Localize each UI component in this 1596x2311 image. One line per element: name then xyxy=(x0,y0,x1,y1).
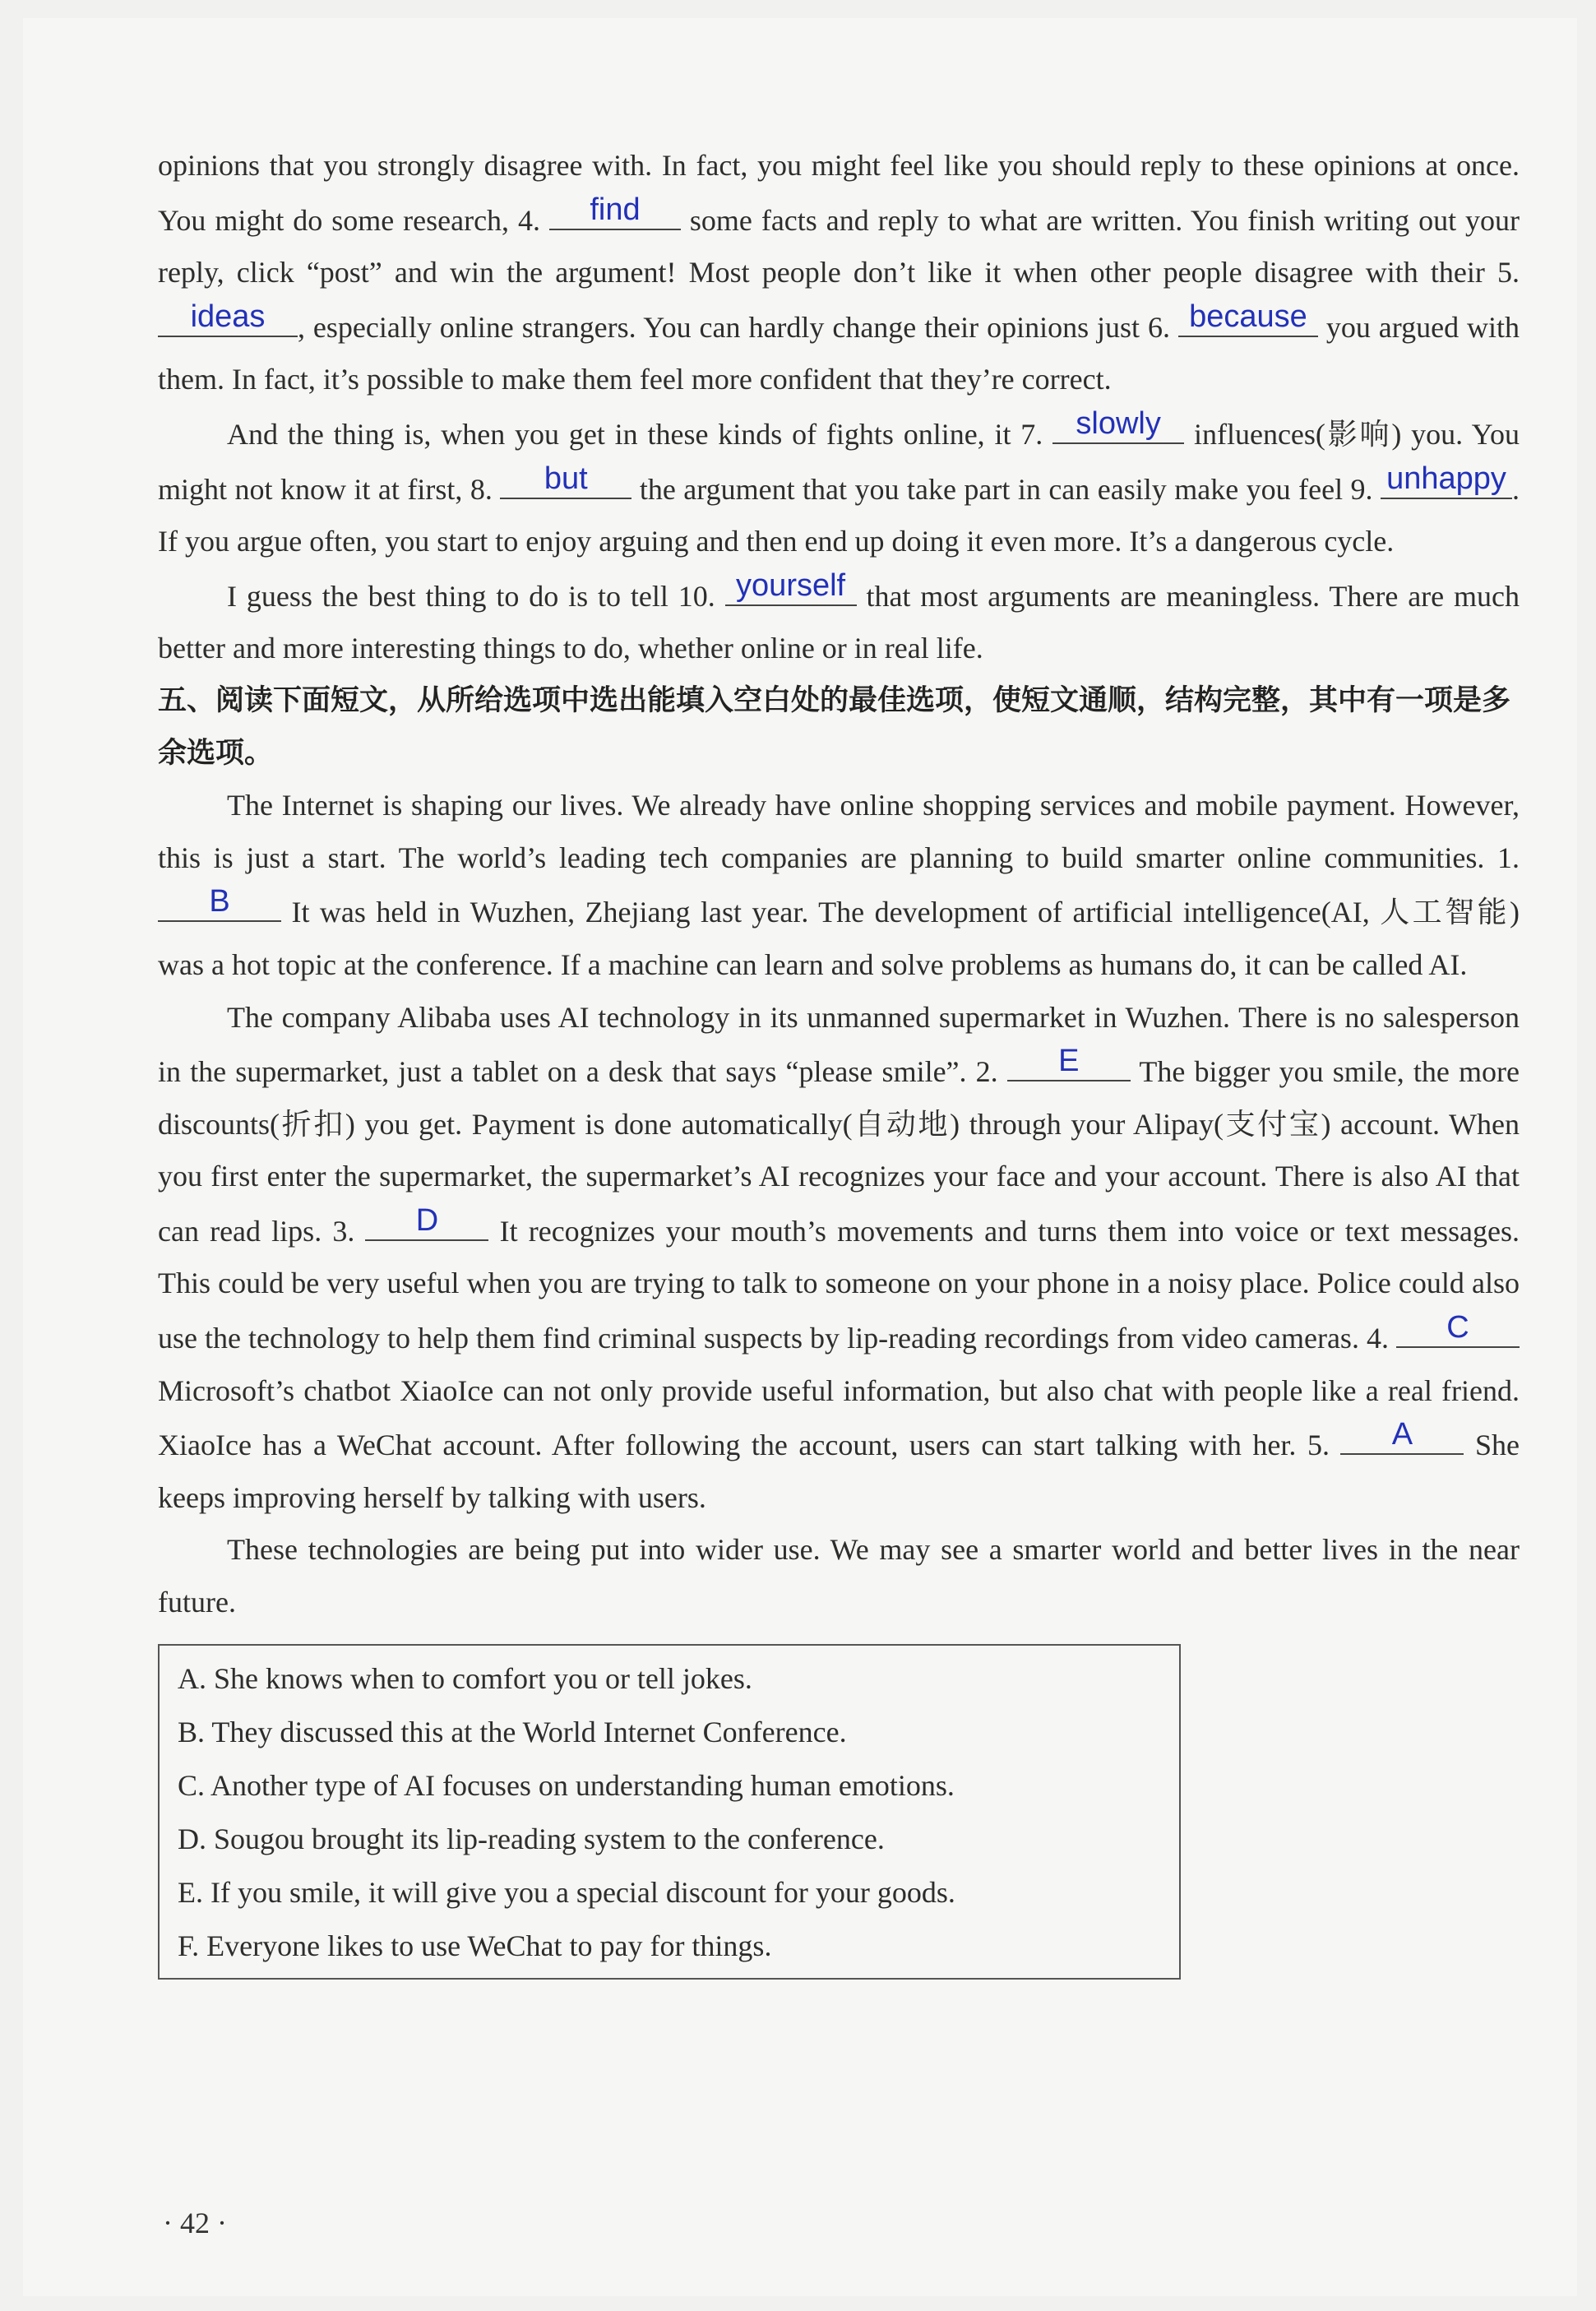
passage2-paragraph-1 xyxy=(158,780,1520,991)
option-b: B. They discussed this at the World Internet Conference. xyxy=(178,1715,847,1748)
text: influences(影响) you. You might not know it at first, 8. xyxy=(158,417,1520,506)
answer-10: yourself xyxy=(736,567,846,603)
text: It was held in Wuzhen, Zhejiang last year. The development of artificial intelligence(AI, 人工智能) was a hot topic at the conference. If a machine can learn and solve problems as humans do, it can be called AI. xyxy=(158,896,1520,981)
option-c: C. Another type of AI focuses on understanding human emotions. xyxy=(178,1768,955,1802)
option-f: F. Everyone likes to use WeChat to pay for things. xyxy=(178,1929,772,1962)
passage1-paragraph-3 xyxy=(158,568,1520,675)
answer-5b: A xyxy=(1391,1417,1413,1452)
answer-2: E xyxy=(1058,1044,1080,1079)
answer-4b: C xyxy=(1446,1310,1469,1345)
answer-7: slowly xyxy=(1076,405,1161,441)
answer-4: find xyxy=(590,192,641,227)
answer-5: ideas xyxy=(190,299,266,334)
text: you argued with them. In fact, it’s possible to make them feel more confident that they’re correct. xyxy=(158,310,1520,396)
option-e: E. If you smile, it will give you a special discount for your goods. xyxy=(178,1875,955,1909)
text: Microsoft’s chatbot XiaoIce can not only provide useful information, but also chat with people like a real friend. XiaoIce has a WeChat account. After following the account, users can start talking with her. 5. xyxy=(158,1373,1520,1462)
text: The bigger you smile, the more discounts(折扣) you get. Payment is done automatically(自动地) through your Alipay(支付宝) account. When you first enter the supermarket, the supermarket’s AI recognizes your face and your account. There is also AI that can read lips. 3. xyxy=(158,1055,1520,1248)
answer-blank-4 xyxy=(549,192,681,230)
answer-9: unhappy xyxy=(1386,461,1506,496)
answer-blank-8 xyxy=(500,461,631,499)
option-d: D. Sougou brought its lip-reading system to the conference. xyxy=(178,1822,885,1855)
answer-1: B xyxy=(209,884,230,919)
text: . If you argue often, you start to enjoy arguing and then end up doing it even more. It’s a dangerous cycle. xyxy=(158,472,1520,558)
text: some facts and reply to what are written. You finish writing out your reply, click “post” and win the argument! Most people don’t like it when other people disagree with their 5. xyxy=(158,203,1520,289)
answer-blank-3 xyxy=(365,1203,488,1241)
text: opinions that you strongly disagree with. In fact, you might feel like you should reply to these opinions at once. You might do some research, 4. xyxy=(158,149,1520,237)
passage1-paragraph-1 xyxy=(158,140,1520,406)
page-number: · 42 · xyxy=(163,2207,227,2239)
text: , especially online strangers. You can hardly change their opinions just 6. xyxy=(298,310,1170,344)
answer-blank-5 xyxy=(158,299,298,337)
text: She keeps improving herself by talking with users. xyxy=(158,1429,1520,1514)
text: It recognizes your mouth’s movements and turns them into voice or text messages. This could be very useful when you are trying to talk to someone on your phone in a noisy place. Police could also use the technology to help them find criminal suspects by lip-reading recordings from video cameras. 4. xyxy=(158,1214,1520,1355)
text: I guess the best thing to do is to tell 10. xyxy=(227,579,715,613)
answer-blank-9 xyxy=(1381,461,1512,499)
answer-blank-5b xyxy=(1340,1417,1464,1455)
option-a: A. She knows when to comfort you or tell jokes. xyxy=(178,1661,752,1695)
answer-blank-4b xyxy=(1396,1310,1520,1348)
passage2-paragraph-2 xyxy=(158,992,1520,1525)
section-heading: 五、阅读下面短文，从所给选项中选出能填入空白处的最佳选项，使短文通顺，结构完整，其中有一项是多余选项。 xyxy=(158,683,1511,770)
answer-blank-7 xyxy=(1052,406,1184,444)
content xyxy=(158,140,1520,1980)
passage2-paragraph-3: These technologies are being put into wider use. We may see a smarter world and better lives in the near future. xyxy=(158,1533,1520,1619)
answer-3: D xyxy=(415,1202,439,1238)
answer-blank-1 xyxy=(158,884,281,922)
text: And the thing is, when you get in these kinds of fights online, it 7. xyxy=(227,417,1043,451)
options-box xyxy=(158,1644,1181,1980)
answer-blank-10 xyxy=(725,568,857,606)
text: The Internet is shaping our lives. We already have online shopping services and mobile payment. However, this is just a start. The world’s leading tech companies are planning to build smarter online communities. 1. xyxy=(158,789,1520,874)
answer-6: because xyxy=(1189,299,1307,334)
answer-blank-2 xyxy=(1007,1044,1131,1081)
page xyxy=(23,18,1577,2296)
text: The company Alibaba uses AI technology in its unmanned supermarket in Wuzhen. There is no salesperson in the supermarket, just a tablet on a desk that says “please smile”. 2. xyxy=(158,1000,1520,1089)
passage1-paragraph-2 xyxy=(158,406,1520,568)
answer-8: but xyxy=(544,461,588,496)
text: that most arguments are meaningless. There are much better and more interesting things to do, whether online or in real life. xyxy=(158,579,1520,665)
text: the argument that you take part in can easily make you feel 9. xyxy=(639,472,1373,506)
answer-blank-6 xyxy=(1178,299,1318,337)
